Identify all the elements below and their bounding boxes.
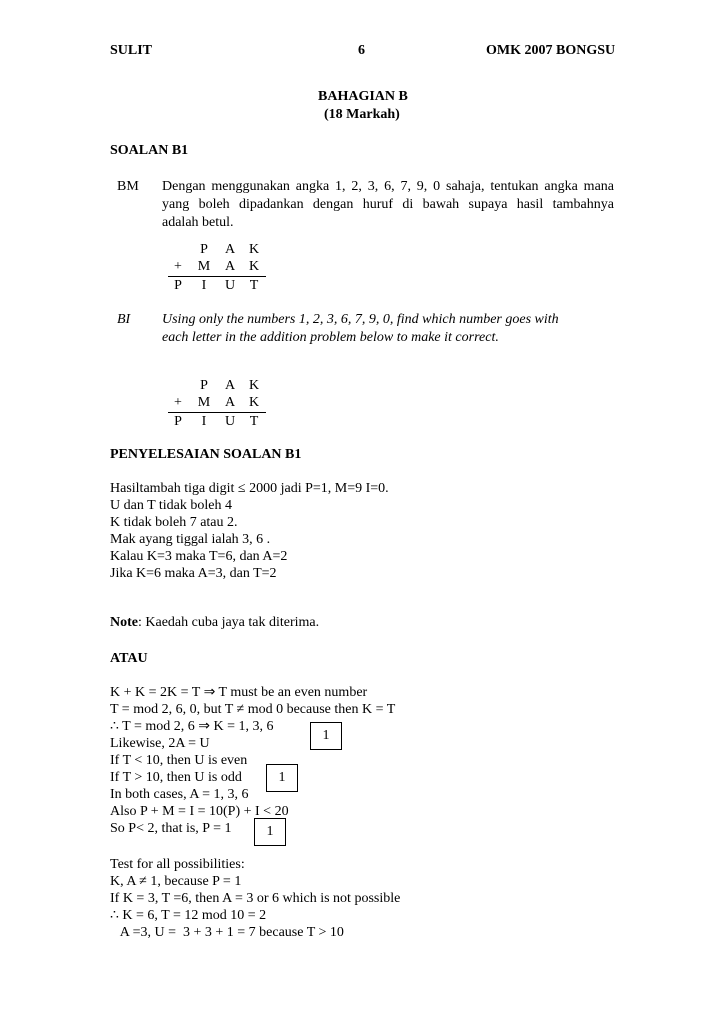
puzzle-cell: K — [248, 242, 260, 257]
puzzle-cell: A — [224, 242, 236, 257]
puzzle-cell: I — [201, 414, 207, 429]
alt-line: If T < 10, then U is even — [110, 753, 248, 768]
puzzle-cell: T — [249, 278, 259, 293]
alt-line: Likewise, 2A = U — [110, 736, 210, 751]
solution-line: U dan T tidak boleh 4 — [110, 498, 232, 513]
puzzle-cell: K — [248, 259, 260, 274]
puzzle-cell: P — [174, 414, 182, 429]
bm-line-2: yang boleh dipadankan dengan huruf di bawah supaya hasil tambahnya — [162, 197, 614, 212]
puzzle-cell: T — [249, 414, 259, 429]
puzzle-cell: A — [224, 395, 236, 410]
puzzle-cell: P — [174, 278, 182, 293]
alt-title: ATAU — [110, 651, 148, 666]
puzzle-cell: K — [248, 378, 260, 393]
test-line: K, A ≠ 1, because P = 1 — [110, 874, 242, 889]
header-right-label: OMK 2007 BONGSU — [486, 43, 616, 58]
page-number: 6 — [358, 43, 365, 58]
solution-line: Jika K=6 maka A=3, dan T=2 — [110, 566, 277, 581]
solution-title: PENYELESAIAN SOALAN B1 — [110, 447, 302, 462]
alt-line: If T > 10, then U is odd — [110, 770, 242, 785]
bm-line-1: Dengan menggunakan angka 1, 2, 3, 6, 7, 9, 0 sahaja, tentukan angka mana — [162, 179, 614, 194]
puzzle-cell: M — [197, 395, 211, 410]
solution-line: Kalau K=3 maka T=6, dan A=2 — [110, 549, 288, 564]
solution-line: Mak ayang tiggal ialah 3, 6 . — [110, 532, 271, 547]
puzzle-cell: A — [224, 259, 236, 274]
mark-box: 1 — [254, 818, 286, 846]
puzzle-cell: P — [200, 242, 208, 257]
puzzle-cell: U — [224, 414, 236, 429]
header-left-label: SULIT — [110, 43, 153, 58]
note-paragraph — [110, 614, 319, 631]
note-text: : Kaedah cuba jaya tak diterima. — [138, 615, 320, 630]
test-line: If K = 3, T =6, then A = 3 or 6 which is not possible — [110, 891, 401, 906]
plus-sign: + — [174, 395, 182, 410]
bi-line-1: Using only the numbers 1, 2, 3, 6, 7, 9, 0, find which number goes with — [162, 312, 559, 327]
plus-sign: + — [174, 259, 182, 274]
solution-line: K tidak boleh 7 atau 2. — [110, 515, 238, 530]
alt-line: Also P + M = I = 10(P) + I < 20 — [110, 804, 289, 819]
alt-line: In both cases, A = 1, 3, 6 — [110, 787, 249, 802]
note-label: Note — [110, 615, 138, 630]
puzzle-cell: I — [201, 278, 207, 293]
puzzle-cell: K — [248, 395, 260, 410]
alt-line: ∴ T = mod 2, 6 ⇒ K = 1, 3, 6 — [110, 719, 274, 734]
bm-line-3: adalah betul. — [162, 215, 234, 230]
alt-line: K + K = 2K = T ⇒ T must be an even number — [110, 685, 368, 700]
bm-label: BM — [117, 179, 139, 194]
test-line: Test for all possibilities: — [110, 857, 245, 872]
puzzle-cell: U — [224, 278, 236, 293]
puzzle-cell: P — [200, 378, 208, 393]
section-title: BAHAGIAN B — [318, 89, 408, 104]
puzzle-cell: M — [197, 259, 211, 274]
alt-line: T = mod 2, 6, 0, but T ≠ mod 0 because then K = T — [110, 702, 396, 717]
mark-box: 1 — [266, 764, 298, 792]
question-title: SOALAN B1 — [110, 143, 189, 158]
test-line: ∴ K = 6, T = 12 mod 10 = 2 — [110, 908, 267, 923]
section-marks: (18 Markah) — [324, 107, 400, 122]
test-line: A =3, U = 3 + 3 + 1 = 7 because T > 10 — [110, 925, 344, 940]
alt-line: So P< 2, that is, P = 1 — [110, 821, 232, 836]
puzzle-cell: A — [224, 378, 236, 393]
bi-label: BI — [117, 312, 131, 327]
bi-line-2: each letter in the addition problem below to make it correct. — [162, 330, 499, 345]
solution-line: Hasiltambah tiga digit ≤ 2000 jadi P=1, M=9 I=0. — [110, 481, 389, 496]
mark-box: 1 — [310, 722, 342, 750]
